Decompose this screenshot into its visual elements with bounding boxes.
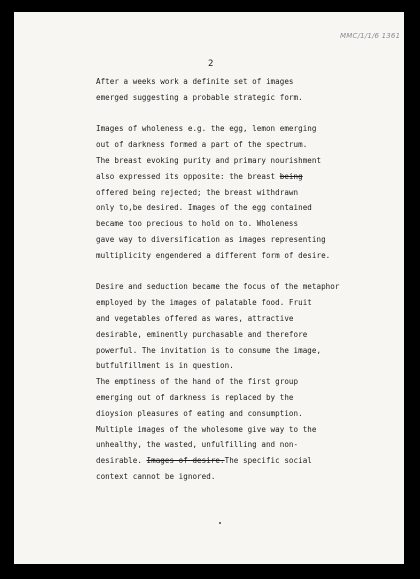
text-line: dioysion pleasures of eating and consumption. bbox=[96, 408, 303, 418]
text-line: desirable, eminently purchasable and therefore bbox=[96, 329, 308, 339]
text-line: The breast evoking purity and primary nourishment bbox=[96, 155, 322, 165]
text-line: became too precious to hold on to. Wholeness bbox=[96, 219, 299, 229]
text-line: The emptiness of the hand of the first group bbox=[96, 377, 299, 387]
text-line-with-strikethrough bbox=[96, 169, 396, 185]
text-line: emerging out of darkness is replaced by the bbox=[96, 392, 294, 402]
struck-phrase: Images of desire. bbox=[146, 456, 225, 466]
text-line: only to,be desired. Images of the egg contained bbox=[96, 203, 312, 213]
paragraph-gap bbox=[96, 106, 396, 122]
text-segment: desirable. bbox=[96, 456, 142, 466]
archive-reference-annotation: MMC/1/1/6 1361 bbox=[340, 32, 401, 40]
text-segment: also expressed its opposite: the breast bbox=[96, 171, 280, 181]
text-line: context cannot be ignored. bbox=[96, 471, 216, 481]
document-page bbox=[14, 12, 404, 564]
page-number: 2 bbox=[208, 59, 214, 69]
text-line: Images of wholeness e.g. the egg, lemon emerging bbox=[96, 124, 317, 134]
struck-word: being bbox=[279, 171, 303, 181]
text-line: Desire and seduction became the focus of the metaphor bbox=[96, 282, 340, 292]
text-line: After a weeks work a definite set of images bbox=[96, 77, 294, 86]
text-segment: The specific social bbox=[224, 456, 312, 466]
text-line: powerful. The invitation is to consume the image, bbox=[96, 345, 322, 355]
text-line: emerged suggesting a probable strategic form. bbox=[96, 92, 303, 102]
ink-mark bbox=[219, 522, 221, 524]
text-line: Multiple images of the wholesome give way to the bbox=[96, 424, 317, 434]
text-line: gave way to diversification as images representing bbox=[96, 234, 326, 244]
text-line: and vegetables offered as wares, attractive bbox=[96, 313, 294, 323]
text-line: out of darkness formed a part of the spectrum. bbox=[96, 140, 308, 150]
paragraph-gap bbox=[96, 264, 396, 280]
text-line: butfulfillment is in question. bbox=[96, 361, 234, 371]
text-line: multiplicity engendered a different form of desire. bbox=[96, 250, 331, 260]
document-body bbox=[96, 74, 396, 485]
text-line: unhealthy, the wasted, unfulfilling and non- bbox=[96, 440, 299, 450]
text-line: offered being rejected; the breast withdrawn bbox=[96, 187, 299, 197]
text-line: employed by the images of palatable food. Fruit bbox=[96, 298, 312, 308]
text-line-with-strikethrough bbox=[96, 453, 396, 469]
